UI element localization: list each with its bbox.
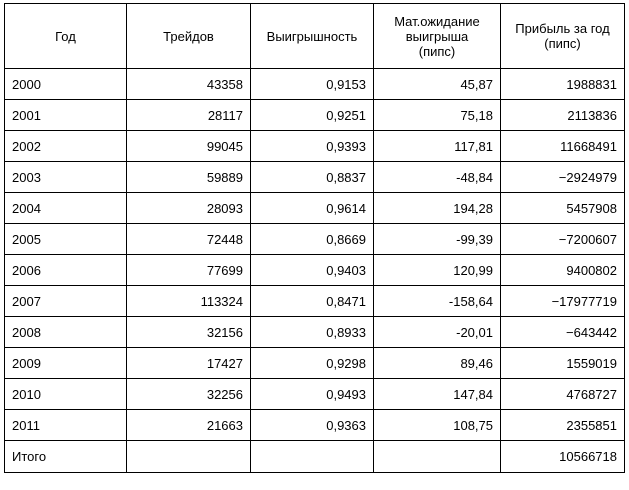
cell-profit: 9400802 (501, 255, 625, 286)
total-expectancy-empty (374, 441, 501, 473)
cell-trades: 32156 (127, 317, 251, 348)
cell-expectancy: -48,84 (374, 162, 501, 193)
cell-profit: −643442 (501, 317, 625, 348)
table-row (5, 348, 625, 379)
table-row (5, 255, 625, 286)
table-row (5, 162, 625, 193)
cell-year: 2008 (5, 317, 127, 348)
header-profit-line1: Прибыль за год (515, 21, 610, 36)
cell-trades: 28117 (127, 100, 251, 131)
cell-trades: 28093 (127, 193, 251, 224)
cell-trades: 77699 (127, 255, 251, 286)
cell-winrate: 0,9393 (251, 131, 374, 162)
cell-expectancy: -99,39 (374, 224, 501, 255)
table-row (5, 379, 625, 410)
table-row (5, 100, 625, 131)
header-expectancy (374, 4, 501, 69)
table-row (5, 193, 625, 224)
cell-winrate: 0,8471 (251, 286, 374, 317)
table-row (5, 286, 625, 317)
cell-winrate: 0,9298 (251, 348, 374, 379)
cell-profit: 1559019 (501, 348, 625, 379)
table-row (5, 410, 625, 441)
header-expectancy-line1: Мат.ожидание (394, 13, 480, 29)
cell-year: 2003 (5, 162, 127, 193)
cell-trades: 32256 (127, 379, 251, 410)
table-row (5, 69, 625, 100)
header-trades: Трейдов (127, 4, 251, 69)
cell-winrate: 0,9153 (251, 69, 374, 100)
cell-winrate: 0,9493 (251, 379, 374, 410)
cell-year: 2010 (5, 379, 127, 410)
cell-winrate: 0,8837 (251, 162, 374, 193)
cell-trades: 113324 (127, 286, 251, 317)
cell-winrate: 0,8669 (251, 224, 374, 255)
cell-profit: −17977719 (501, 286, 625, 317)
header-profit-line2: (пипс) (544, 36, 581, 51)
cell-year: 2009 (5, 348, 127, 379)
cell-trades: 43358 (127, 69, 251, 100)
yearly-results-table (4, 3, 625, 473)
cell-expectancy: 120,99 (374, 255, 501, 286)
cell-expectancy: 117,81 (374, 131, 501, 162)
cell-winrate: 0,9614 (251, 193, 374, 224)
cell-expectancy: 108,75 (374, 410, 501, 441)
cell-profit: −7200607 (501, 224, 625, 255)
cell-profit: 4768727 (501, 379, 625, 410)
cell-year: 2005 (5, 224, 127, 255)
cell-expectancy: -20,01 (374, 317, 501, 348)
table-body (5, 69, 625, 473)
cell-expectancy: 75,18 (374, 100, 501, 131)
cell-winrate: 0,9363 (251, 410, 374, 441)
table-header-row (5, 4, 625, 69)
cell-year: 2006 (5, 255, 127, 286)
cell-profit: 11668491 (501, 131, 625, 162)
cell-year: 2002 (5, 131, 127, 162)
total-label: Итого (5, 441, 127, 473)
cell-year: 2004 (5, 193, 127, 224)
cell-year: 2000 (5, 69, 127, 100)
cell-year: 2011 (5, 410, 127, 441)
total-row (5, 441, 625, 473)
table-row (5, 224, 625, 255)
cell-profit: 1988831 (501, 69, 625, 100)
cell-expectancy: -158,64 (374, 286, 501, 317)
header-expectancy-line3: (пипс) (418, 43, 456, 59)
cell-profit: 2113836 (501, 100, 625, 131)
table-row (5, 317, 625, 348)
cell-profit: −2924979 (501, 162, 625, 193)
total-profit: 10566718 (501, 441, 625, 473)
total-winrate-empty (251, 441, 374, 473)
cell-trades: 17427 (127, 348, 251, 379)
total-trades-empty (127, 441, 251, 473)
cell-year: 2001 (5, 100, 127, 131)
table-row (5, 131, 625, 162)
cell-trades: 72448 (127, 224, 251, 255)
header-winrate: Выигрышность (251, 4, 374, 69)
header-year: Год (5, 4, 127, 69)
cell-winrate: 0,9251 (251, 100, 374, 131)
cell-winrate: 0,8933 (251, 317, 374, 348)
header-expectancy-line2: выигрыша (405, 28, 469, 44)
cell-expectancy: 89,46 (374, 348, 501, 379)
cell-profit: 5457908 (501, 193, 625, 224)
cell-winrate: 0,9403 (251, 255, 374, 286)
cell-expectancy: 194,28 (374, 193, 501, 224)
cell-trades: 59889 (127, 162, 251, 193)
cell-expectancy: 147,84 (374, 379, 501, 410)
cell-trades: 21663 (127, 410, 251, 441)
cell-profit: 2355851 (501, 410, 625, 441)
cell-year: 2007 (5, 286, 127, 317)
cell-expectancy: 45,87 (374, 69, 501, 100)
cell-trades: 99045 (127, 131, 251, 162)
header-profit (501, 4, 625, 69)
